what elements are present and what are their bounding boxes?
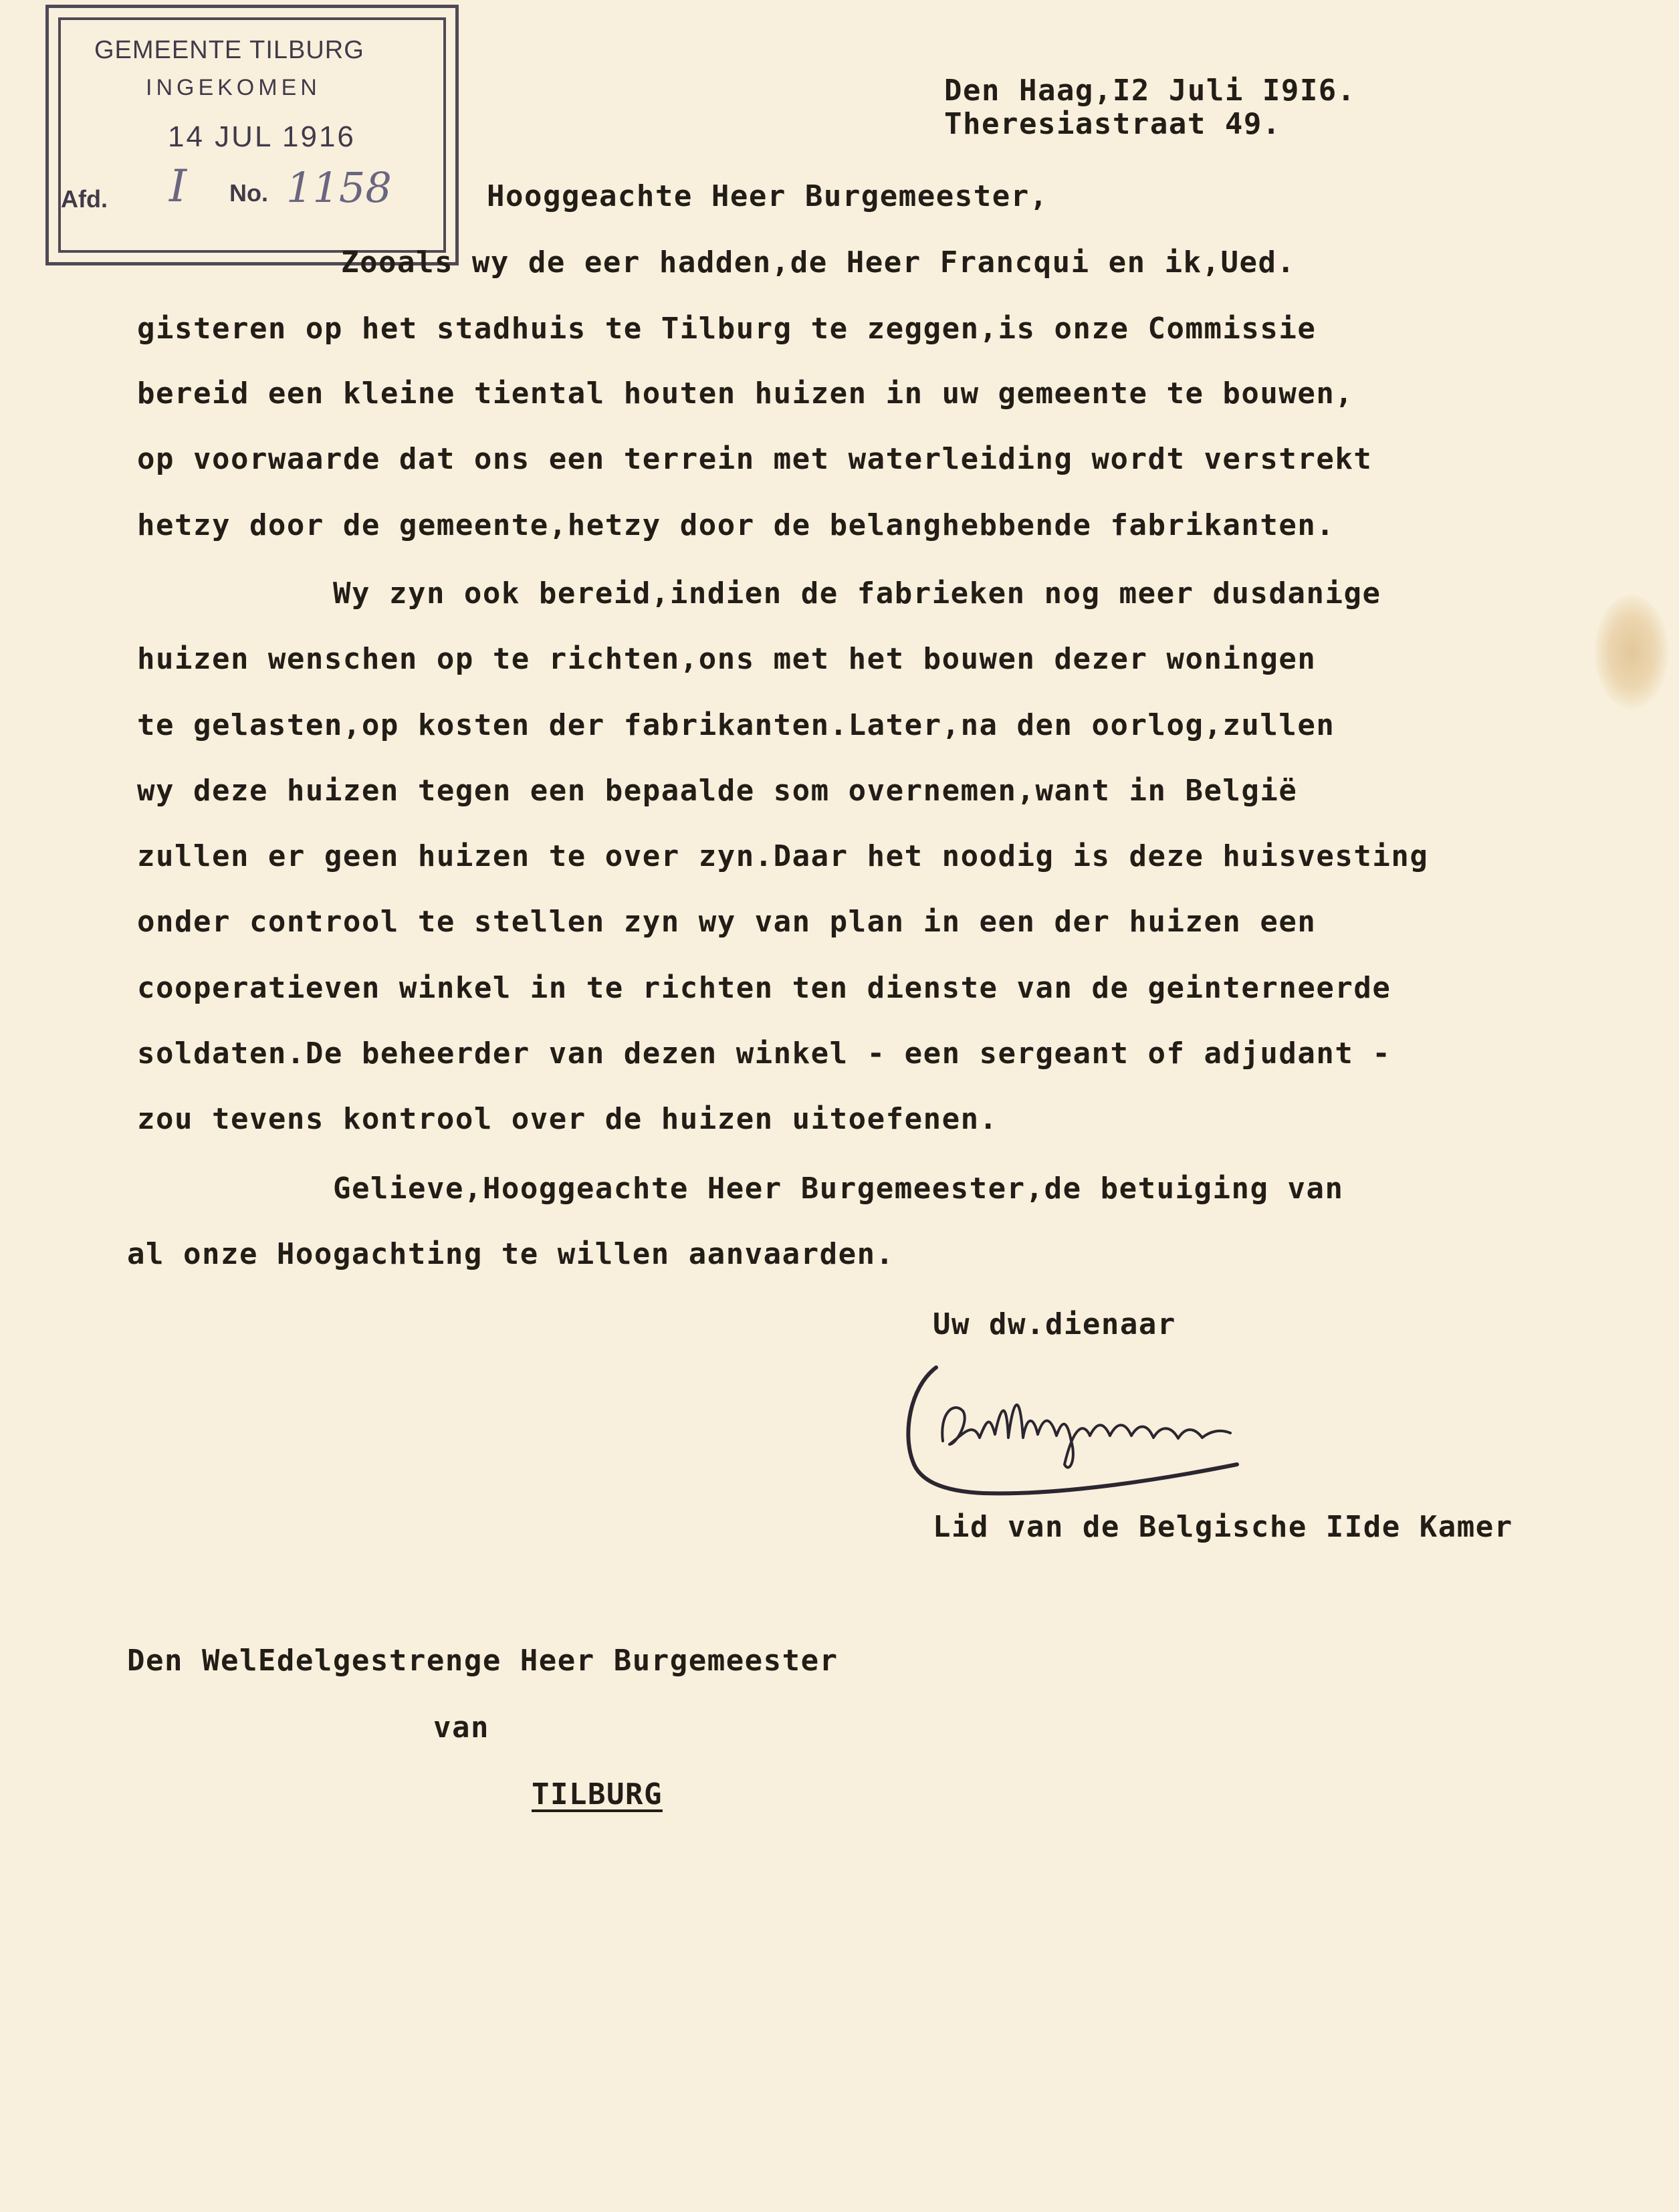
paper-stain (1595, 595, 1668, 709)
stamp-no-value: 1158 (286, 163, 392, 212)
body-line: al onze Hoogachting te willen aanvaarden. (127, 1237, 895, 1271)
body-line: Zooals wy de eer hadden,de Heer Francqui en ik,Ued. (341, 245, 1296, 280)
body-line: Wy zyn ook bereid,indien de fabrieken nog meer dusdanige (333, 576, 1381, 611)
addressee-line: Den WelEdelgestrenge Heer Burgemeester (127, 1644, 838, 1678)
receipt-stamp (45, 5, 459, 265)
stamp-date: 14 JUL 1916 (168, 120, 356, 153)
body-line: huizen wenschen op te richten,ons met het bouwen dezer woningen (137, 642, 1317, 676)
addressee-city: TILBURG (532, 1777, 663, 1811)
stamp-municipality: GEMEENTE TILBURG (94, 36, 364, 64)
salutation: Hooggeachte Heer Burgemeester, (487, 179, 1048, 213)
stamp-no-label: No. (229, 179, 268, 207)
body-line: bereid een kleine tiental houten huizen in uw gemeente te bouwen, (137, 376, 1354, 411)
body-line: hetzy door de gemeente,hetzy door de belanghebbende fabrikanten. (137, 508, 1335, 542)
body-line: gisteren op het stadhuis te Tilburg te zeggen,is onze Commissie (137, 312, 1317, 346)
body-line: cooperatieven winkel in te richten ten dienste van de geinterneerde (137, 971, 1391, 1005)
body-line: zullen er geen huizen te over zyn.Daar het noodig is deze huisvesting (137, 839, 1429, 873)
body-line: soldaten.De beheerder van dezen winkel - een sergeant of adjudant - (137, 1036, 1391, 1071)
body-line: zou tevens kontrool over de huizen uitoefenen. (137, 1102, 998, 1136)
body-line: onder controol te stellen zyn wy van plan in een der huizen een (137, 905, 1317, 939)
body-line: Gelieve,Hooggeachte Heer Burgemeester,de betuiging van (333, 1172, 1344, 1206)
stamp-afd-value: I (169, 160, 187, 212)
signatory-title: Lid van de Belgische IIde Kamer (933, 1510, 1513, 1544)
closing: Uw dw.dienaar (933, 1307, 1176, 1341)
stamp-afd-label: Afd. (61, 185, 108, 213)
addressee-van: van (433, 1710, 489, 1745)
stamp-received: INGEKOMEN (146, 75, 321, 100)
body-line: wy deze huizen tegen een bepaalde som overnemen,want in België (137, 774, 1298, 808)
sender-address: Theresiastraat 49. (944, 107, 1281, 141)
body-line: op voorwaarde dat ons een terrein met waterleiding wordt verstrekt (137, 442, 1373, 476)
place-date: Den Haag,I2 Juli I9I6. (944, 74, 1356, 108)
handwritten-signature (889, 1347, 1250, 1501)
body-line: te gelasten,op kosten der fabrikanten.Later,na den oorlog,zullen (137, 708, 1335, 742)
